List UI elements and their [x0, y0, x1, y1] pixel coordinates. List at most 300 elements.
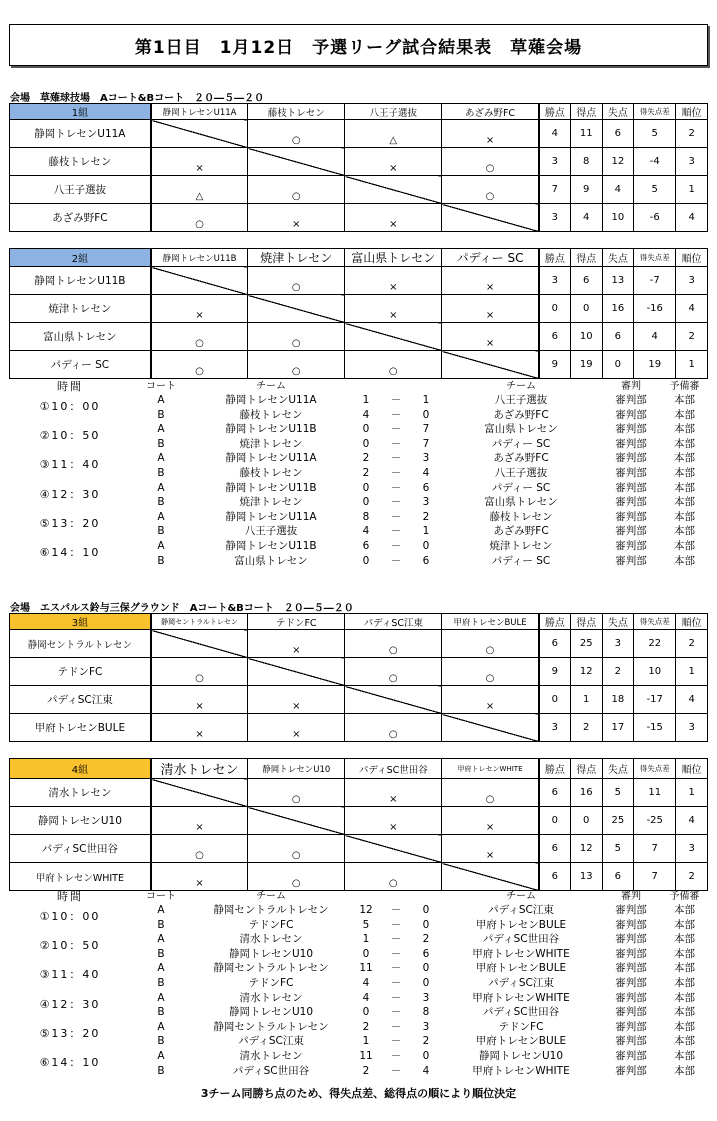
stat-value: 4	[676, 686, 708, 714]
match-dash: －	[390, 947, 402, 960]
stat-value: 7	[539, 176, 571, 204]
result-mark: ×	[195, 309, 204, 321]
stat-value: 2	[676, 323, 708, 351]
match-referee: 審判部	[615, 976, 647, 989]
footnote: 3チーム同勝ち点のため、得失点差、総得点の順により順位決定	[200, 1087, 517, 1100]
match-dash: －	[390, 408, 402, 421]
stat-header: 得失点差	[634, 104, 676, 120]
stat-value: -17	[634, 686, 676, 714]
match-referee: 審判部	[615, 525, 647, 538]
team-row	[10, 267, 708, 295]
match-score1: 4	[362, 991, 370, 1004]
match-team1: 静岡トレセンU11A	[225, 452, 317, 465]
team-row	[10, 630, 708, 658]
stat-value: 3	[676, 714, 708, 742]
stat-value: 2	[570, 714, 602, 742]
result-cell	[151, 714, 248, 742]
result-mark: ×	[389, 309, 398, 321]
stat-value: 16	[570, 779, 602, 807]
match-reserve: 本部	[674, 1049, 695, 1062]
result-mark: ×	[195, 877, 204, 889]
match-score1: 0	[362, 423, 370, 436]
stat-value: 3	[676, 148, 708, 176]
result-mark: ○	[388, 672, 398, 684]
stat-value: 5	[634, 120, 676, 148]
column-team-header: パディSC江東	[345, 614, 442, 630]
match-referee: 審判部	[615, 539, 647, 552]
stat-header: 勝点	[539, 759, 571, 779]
stat-value: 3	[676, 835, 708, 863]
schedule-2	[9, 890, 708, 1078]
column-team-header: 八王子選抜	[345, 104, 442, 120]
match-team2: あざみ野FC	[493, 452, 549, 465]
match-dash: －	[390, 496, 402, 509]
match-court: A	[157, 481, 165, 494]
stat-value: 13	[602, 267, 634, 295]
match-court: B	[157, 408, 165, 421]
result-mark: ×	[485, 134, 495, 146]
match-referee: 審判部	[615, 904, 647, 916]
stat-value: 6	[570, 267, 602, 295]
match-score1: 6	[362, 539, 370, 552]
group-table-3	[9, 613, 708, 742]
match-dash: －	[390, 554, 402, 567]
match-reserve: 本部	[674, 437, 695, 450]
diagonal-self-cell	[345, 323, 442, 351]
match-row	[9, 422, 708, 443]
result-mark: ×	[292, 644, 301, 656]
result-cell	[345, 351, 442, 379]
team-row	[10, 658, 708, 686]
match-referee: 審判部	[615, 933, 647, 946]
match-team1: 静岡トレセンU11B	[225, 423, 317, 436]
match-team2: あざみ野FC	[493, 525, 549, 538]
result-mark: ○	[195, 337, 204, 349]
result-mark: ○	[291, 134, 301, 146]
stat-value: 6	[602, 323, 634, 351]
match-referee: 審判部	[615, 554, 647, 567]
result-mark: ×	[485, 309, 495, 321]
result-cell	[345, 267, 442, 295]
result-cell	[442, 630, 539, 658]
stat-value: 6	[602, 863, 634, 891]
match-score2: 2	[422, 510, 430, 523]
match-team2: パディー SC	[491, 481, 551, 494]
diagonal-self-cell	[151, 267, 248, 295]
stat-value: -15	[634, 714, 676, 742]
team-name: 八王子選抜	[10, 176, 151, 204]
result-mark: ○	[291, 337, 301, 349]
result-mark: ○	[291, 877, 301, 889]
team-name: パディSC江東	[10, 686, 151, 714]
match-reserve: 本部	[674, 466, 695, 479]
venue-label-2: 会場 エスパルス鈴与三保グラウンド Aコート&Bコート ２０―５―２０	[10, 603, 354, 614]
stat-value: 4	[570, 204, 602, 232]
match-score2: 0	[422, 1049, 430, 1062]
match-dash: －	[390, 466, 402, 479]
group-name: 3組	[10, 614, 151, 630]
match-dash: －	[390, 991, 402, 1004]
match-time: ③11：40	[39, 968, 101, 982]
match-referee: 審判部	[615, 510, 647, 523]
match-team1: パディSC世田谷	[232, 1064, 310, 1077]
stat-value: 4	[539, 120, 571, 148]
match-score2: 1	[422, 394, 430, 406]
result-mark: ○	[291, 365, 301, 377]
column-team-header: あざみ野FC	[442, 104, 539, 120]
match-team2: 富山県トレセン	[484, 496, 558, 509]
column-team-header: 富山県トレセン	[345, 249, 442, 267]
match-reserve: 本部	[674, 539, 695, 552]
result-cell	[248, 686, 345, 714]
result-mark: ×	[485, 337, 495, 349]
match-team2: 富山県トレセン	[484, 423, 558, 436]
team-name: 富山県トレセン	[10, 323, 151, 351]
stat-value: 6	[539, 779, 571, 807]
match-referee: 審判部	[615, 423, 647, 436]
stat-value: 3	[539, 204, 571, 232]
stat-value: -7	[634, 267, 676, 295]
match-row	[9, 393, 708, 413]
match-court: B	[157, 1006, 165, 1019]
match-court: A	[157, 510, 165, 523]
column-team-header: 焼津トレセン	[248, 249, 345, 267]
match-dash: －	[390, 481, 402, 494]
column-team-header: 静岡トレセンU10	[248, 759, 345, 779]
result-cell	[151, 295, 248, 323]
match-score1: 11	[359, 1049, 373, 1062]
match-court: A	[157, 539, 165, 552]
match-referee: 審判部	[615, 947, 647, 960]
stat-value: 19	[570, 351, 602, 379]
result-cell	[345, 120, 442, 148]
result-cell	[345, 658, 442, 686]
result-cell	[248, 714, 345, 742]
result-mark: ○	[485, 644, 495, 656]
stat-value: 9	[539, 658, 571, 686]
match-score2: 8	[422, 1006, 430, 1019]
diagonal-self-cell	[151, 120, 248, 148]
match-referee: 審判部	[615, 962, 647, 975]
match-team2: 甲府トレセンBULE	[475, 1035, 567, 1048]
result-mark: ○	[388, 365, 398, 377]
match-reserve: 本部	[674, 1064, 695, 1077]
result-cell	[248, 176, 345, 204]
match-team1: 静岡セントラルトレセン	[213, 962, 329, 975]
match-score1: 0	[362, 1006, 370, 1019]
match-reserve: 本部	[674, 933, 695, 946]
stat-value: 5	[602, 835, 634, 863]
match-time: ⑤13：20	[39, 1026, 101, 1040]
match-reserve: 本部	[674, 991, 695, 1004]
match-team1: 静岡トレセンU11A	[225, 394, 317, 406]
match-team2: 八王子選抜	[494, 466, 548, 479]
diagonal-self-cell	[151, 779, 248, 807]
match-score2: 6	[422, 947, 430, 960]
header-team1: チーム	[256, 381, 286, 392]
match-score2: 6	[422, 481, 430, 494]
stat-value: 16	[602, 295, 634, 323]
match-court: A	[157, 1020, 165, 1033]
match-row	[9, 1049, 708, 1069]
match-referee: 審判部	[615, 918, 647, 931]
match-score2: 7	[422, 437, 430, 450]
result-cell	[442, 323, 539, 351]
match-score1: 1	[362, 933, 370, 946]
match-reserve: 本部	[674, 510, 695, 523]
match-referee: 審判部	[615, 408, 647, 421]
result-cell	[442, 176, 539, 204]
result-mark: ×	[195, 821, 204, 833]
result-mark: ○	[195, 849, 204, 861]
match-referee: 審判部	[615, 991, 647, 1004]
match-referee: 審判部	[615, 1049, 647, 1062]
stat-header: 得点	[570, 614, 602, 630]
match-referee: 審判部	[615, 452, 647, 465]
team-name: 静岡トレセンU11A	[10, 120, 151, 148]
stat-value: 3	[539, 148, 571, 176]
match-score1: 0	[362, 496, 370, 509]
stat-value: 9	[570, 176, 602, 204]
match-score2: 0	[422, 976, 430, 989]
stat-value: 3	[539, 267, 571, 295]
match-score2: 0	[422, 962, 430, 975]
stat-value: 0	[570, 295, 602, 323]
match-time: ②10：50	[39, 939, 101, 953]
group-table-4	[9, 758, 708, 891]
stat-header: 順位	[676, 104, 708, 120]
stat-value: 7	[634, 863, 676, 891]
match-score2: 6	[422, 554, 430, 567]
match-dash: －	[390, 933, 402, 946]
match-dash: －	[390, 539, 402, 552]
match-court: B	[157, 554, 165, 567]
match-court: A	[157, 933, 165, 946]
diagonal-self-cell	[442, 204, 539, 232]
match-team2: パディSC江東	[488, 976, 554, 989]
result-mark: ×	[292, 218, 301, 230]
team-name: 甲府トレセンBULE	[10, 714, 151, 742]
stat-value: 1	[676, 176, 708, 204]
venue-label-1: 会場 草薙球技場 Aコート&Bコート ２０―５―２０	[10, 93, 265, 104]
diagonal-self-cell	[248, 807, 345, 835]
stat-value: 4	[676, 807, 708, 835]
match-referee: 審判部	[615, 1020, 647, 1033]
team-row	[10, 686, 708, 714]
match-dash: －	[390, 452, 402, 465]
match-team1: 静岡トレセンU11B	[225, 481, 317, 494]
match-score1: 0	[362, 481, 370, 494]
match-dash: －	[390, 1064, 402, 1077]
column-team-header: 静岡トレセンU11B	[151, 249, 248, 267]
match-team1: 静岡セントラルトレセン	[213, 904, 329, 916]
stat-value: 0	[570, 807, 602, 835]
match-row	[9, 961, 708, 982]
team-row	[10, 295, 708, 323]
match-reserve: 本部	[674, 554, 695, 567]
match-row	[9, 932, 708, 953]
result-cell	[151, 863, 248, 891]
stat-value: 6	[539, 630, 571, 658]
match-score2: 1	[422, 525, 430, 538]
match-court: A	[157, 1049, 165, 1062]
match-score1: 12	[359, 904, 373, 916]
match-team1: 藤枝トレセン	[239, 408, 303, 421]
diagonal-self-cell	[442, 714, 539, 742]
result-cell	[151, 148, 248, 176]
column-team-header: 静岡セントラルトレセン	[151, 614, 248, 630]
match-team2: パディSC世田谷	[482, 1006, 560, 1019]
result-cell	[248, 323, 345, 351]
team-row	[10, 323, 708, 351]
match-score1: 5	[362, 918, 370, 931]
result-cell	[248, 835, 345, 863]
column-team-header: テドンFC	[248, 614, 345, 630]
match-court: B	[157, 525, 165, 538]
stat-header: 順位	[676, 759, 708, 779]
stat-header: 得失点差	[634, 759, 676, 779]
result-mark: ○	[291, 190, 301, 202]
match-team1: 藤枝トレセン	[239, 466, 303, 479]
stat-value: 2	[676, 630, 708, 658]
match-score1: 1	[362, 394, 370, 406]
match-reserve: 本部	[674, 1035, 695, 1048]
stat-header: 得失点差	[634, 249, 676, 267]
match-score1: 0	[362, 437, 370, 450]
column-team-header: パディSC世田谷	[345, 759, 442, 779]
match-team2: 甲府トレセンWHITE	[472, 1064, 570, 1077]
header-court: コート	[146, 891, 176, 902]
result-mark: ×	[389, 793, 398, 805]
result-mark: ×	[195, 728, 204, 740]
match-reserve: 本部	[674, 976, 695, 989]
match-row	[9, 1020, 708, 1040]
stat-value: 4	[634, 323, 676, 351]
stat-header: 失点	[602, 249, 634, 267]
team-name: 焼津トレセン	[10, 295, 151, 323]
stat-value: 12	[570, 658, 602, 686]
result-cell	[248, 120, 345, 148]
result-cell	[345, 779, 442, 807]
result-cell	[442, 807, 539, 835]
match-team2: 甲府トレセンBULE	[475, 918, 567, 931]
match-score1: 1	[362, 1035, 370, 1048]
stat-value: 0	[539, 807, 571, 835]
column-team-header: パディー SC	[442, 249, 539, 267]
result-mark: ○	[291, 793, 301, 805]
header-reserve: 予備審	[669, 381, 700, 392]
header-team2: チーム	[506, 891, 536, 902]
result-mark: ×	[389, 821, 398, 833]
stat-value: 6	[539, 323, 571, 351]
match-score1: 2	[362, 1064, 370, 1077]
match-team1: 富山県トレセン	[234, 554, 308, 567]
stat-header: 得点	[570, 759, 602, 779]
diagonal-self-cell	[345, 835, 442, 863]
match-team1: 清水トレセン	[239, 991, 303, 1004]
team-row	[10, 120, 708, 148]
column-team-header: 甲府トレセンBULE	[442, 614, 539, 630]
diagonal-self-cell	[345, 176, 442, 204]
stat-value: 10	[602, 204, 634, 232]
result-cell	[442, 295, 539, 323]
result-mark: ○	[388, 877, 398, 889]
header-time: 時間	[57, 890, 83, 903]
result-cell	[151, 351, 248, 379]
result-cell	[345, 807, 442, 835]
match-team2: 焼津トレセン	[489, 539, 553, 552]
team-row	[10, 148, 708, 176]
column-team-header: 藤枝トレセン	[248, 104, 345, 120]
match-court: A	[157, 452, 165, 465]
stat-value: 0	[539, 295, 571, 323]
match-team2: パディー SC	[491, 554, 551, 567]
match-time: ④12：30	[39, 487, 101, 501]
stat-header: 得点	[570, 249, 602, 267]
match-reserve: 本部	[674, 408, 695, 421]
team-row	[10, 351, 708, 379]
result-mark: ○	[485, 162, 495, 174]
match-dash: －	[390, 962, 402, 975]
match-reserve: 本部	[674, 481, 695, 494]
team-row	[10, 863, 708, 891]
match-time: ②10：50	[39, 429, 101, 443]
header-time: 時間	[57, 380, 83, 393]
match-score2: 4	[422, 466, 430, 479]
stat-value: 2	[676, 863, 708, 891]
stat-value: 17	[602, 714, 634, 742]
diagonal-self-cell	[248, 295, 345, 323]
match-referee: 審判部	[615, 394, 647, 406]
stat-value: 6	[602, 120, 634, 148]
match-court: B	[157, 1064, 165, 1077]
result-mark: ○	[195, 365, 204, 377]
match-score1: 2	[362, 452, 370, 465]
result-cell	[248, 204, 345, 232]
match-team2: 甲府トレセンWHITE	[472, 991, 570, 1004]
match-team1: パディSC江東	[238, 1035, 304, 1048]
stat-value: -4	[634, 148, 676, 176]
result-mark: ×	[389, 218, 398, 230]
match-row	[9, 539, 708, 559]
stat-value: 4	[676, 295, 708, 323]
stat-header: 失点	[602, 614, 634, 630]
match-dash: －	[390, 423, 402, 436]
group-table-2	[9, 248, 708, 379]
column-team-header: 甲府トレセンWHITE	[442, 759, 539, 779]
match-score1: 4	[362, 408, 370, 421]
stat-value: 0	[539, 686, 571, 714]
result-cell	[345, 148, 442, 176]
match-referee: 審判部	[615, 437, 647, 450]
match-court: B	[157, 947, 165, 960]
match-team1: 静岡トレセンU11A	[225, 510, 317, 523]
match-team2: あざみ野FC	[493, 408, 549, 421]
match-team2: 静岡トレセンU10	[478, 1049, 564, 1062]
result-cell	[151, 323, 248, 351]
result-mark: ○	[291, 849, 301, 861]
team-name: パディー SC	[10, 351, 151, 379]
team-name: 甲府トレセンWHITE	[10, 863, 151, 891]
match-dash: －	[390, 394, 402, 406]
match-score2: 0	[422, 408, 430, 421]
diagonal-self-cell	[345, 686, 442, 714]
match-time: ③11：40	[39, 458, 101, 472]
match-reserve: 本部	[674, 423, 695, 436]
diagonal-self-cell	[442, 863, 539, 891]
match-dash: －	[390, 1049, 402, 1062]
match-score1: 4	[362, 976, 370, 989]
